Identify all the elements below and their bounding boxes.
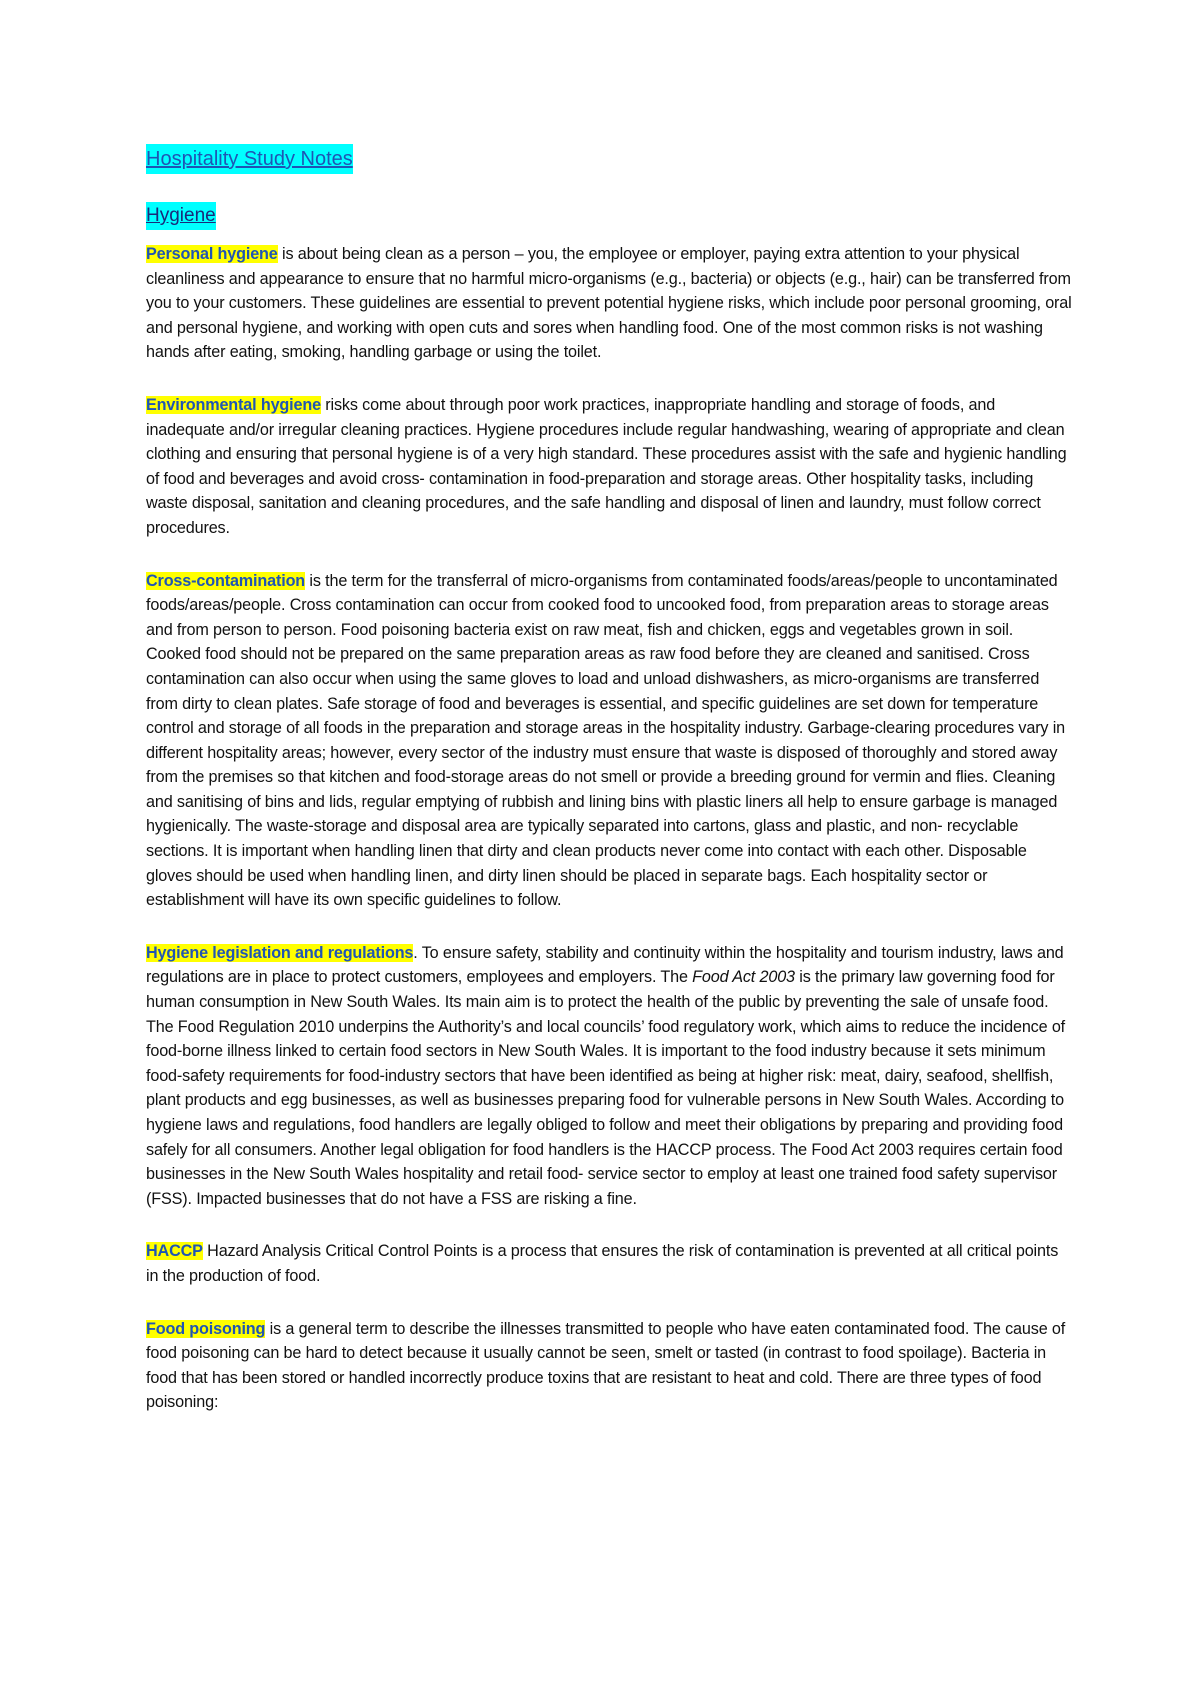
title-row: [146, 144, 1072, 202]
document-page: [146, 144, 1072, 1443]
paragraph-text: is the term for the transferral of micro-organisms from contaminated foods/areas/people to uncontaminated foods/areas/people. Cross contamination can occur from cooked food to uncooked food, from preparation areas to storage areas and from person to person. Food poisoning bacteria exist on raw meat, fish and chicken, eggs and vegetables grown in soil. Cooked food should not be prepared on the same preparation areas as raw food before they are cleaned and sanitised. Cross contamination can also occur when using the same gloves to load and unload dishwashers, as micro-organisms are transferred from dirty to clean plates. Safe storage of food and beverages is essential, and specific guidelines are set down for temperature control and storage of all foods in the preparation and storage areas in the hospitality industry. Garbage-clearing procedures vary in different hospitality areas; however, every sector of the industry must ensure that waste is disposed of thoroughly and stored away from the premises so that kitchen and food-storage areas do not smell or provide a breeding ground for vermin and flies. Cleaning and sanitising of bins and lids, regular emptying of rubbish and lining bins with plastic liners all help to ensure garbage is managed hygienically. The waste-storage and disposal area are typically separated into cartons, glass and plastic, and non- recyclable sections. It is important when handling linen that dirty and clean products never come into contact with each other. Disposable gloves should be used when handling linen, and dirty linen should be placed in separate bags. Each hospitality sector or establishment will have its own specific guidelines to follow.: [146, 571, 1066, 910]
paragraph-environmental-hygiene: [146, 393, 1072, 541]
term-cross-contamination: Cross-contamination: [146, 571, 306, 590]
section-heading-hygiene: Hygiene: [146, 202, 216, 230]
paragraph-text: is the primary law governing food for human consumption in New South Wales. Its main aim is to protect the health of the public by preventing the sale of unsafe food. The Food Regulation 2010 underpins the Authority’s and local councils’ food regulatory work, which aims to reduce the incidence of food-borne illness linked to certain food sectors in New South Wales. It is important to the food industry because it sets minimum food-safety requirements for food-industry sectors that have been identified as being at higher risk: meat, dairy, seafood, shellfish, plant products and egg businesses, as well as businesses preparing food for vulnerable persons in New South Wales. According to hygiene laws and regulations, food handlers are legally obliged to follow and meet their obligations by preparing and providing food safely for all consumers. Another legal obligation for food handlers is the HACCP process. The Food Act 2003 requires certain food businesses in the New South Wales hospitality and retail food- service sector to employ at least one trained food safety supervisor (FSS). Impacted businesses that do not have a FSS are risking a fine.: [146, 968, 1066, 1208]
paragraph-text: . To ensure safety, stability and continuity within the hospitality and tourism industry, laws and regulations are in place to protect customers, employees and employers. The: [146, 943, 1064, 987]
document-title: Hospitality Study Notes: [146, 144, 353, 174]
paragraph-text: Hazard Analysis Critical Control Points is a process that ensures the risk of contamination is prevented at all critical points in the production of food.: [146, 1242, 1059, 1285]
paragraph-legislation: [146, 941, 1072, 1212]
paragraph-food-poisoning: [146, 1317, 1072, 1415]
paragraph-text: is about being clean as a person – you, the employee or employer, paying extra attention to your physical cleanliness and appearance to ensure that no harmful micro-organisms (e.g., bacteria) or objects (e.g., hair) can be transferred from you to your customers. These guidelines are essential to prevent potential hygiene risks, which include poor personal grooming, oral and personal hygiene, and working with open cuts and sores when handling food. One of the most common risks is not washing hands after eating, smoking, handling garbage or using the toilet.: [146, 245, 1072, 362]
paragraph-personal-hygiene: [146, 242, 1072, 365]
term-hygiene-legislation: Hygiene legislation and regulations: [146, 943, 414, 962]
paragraph-text: risks come about through poor work practices, inappropriate handling and storage of foods, and inadequate and/or irregular cleaning practices. Hygiene procedures include regular handwashing, wearing of appropriate and clean clothing and ensuring that personal hygiene is of a very high standard. These procedures assist with the safe and hygienic handling of food and beverages and avoid cross- contamination in food-preparation and storage areas. Other hospitality tasks, including waste disposal, sanitation and cleaning procedures, and the safe handling and disposal of linen and laundry, must follow correct procedures.: [146, 395, 1067, 537]
term-personal-hygiene: Personal hygiene: [146, 245, 278, 263]
paragraph-haccp: [146, 1239, 1072, 1288]
term-haccp: HACCP: [146, 1242, 203, 1261]
section-heading-row: [146, 202, 1072, 242]
term-environmental-hygiene: Environmental hygiene: [146, 395, 321, 414]
paragraph-cross-contamination: [146, 569, 1072, 913]
paragraph-text: is a general term to describe the illnesses transmitted to people who have eaten contaminated food. The cause of food poisoning can be hard to detect because it usually cannot be seen, smelt or tasted (in contrast to food spoilage). Bacteria in food that has been stored or handled incorrectly produce toxins that are resistant to heat and cold. There are three types of food poisoning:: [146, 1319, 1066, 1412]
italic-act-name: Food Act 2003: [692, 968, 795, 987]
term-food-poisoning: Food poisoning: [146, 1319, 266, 1338]
